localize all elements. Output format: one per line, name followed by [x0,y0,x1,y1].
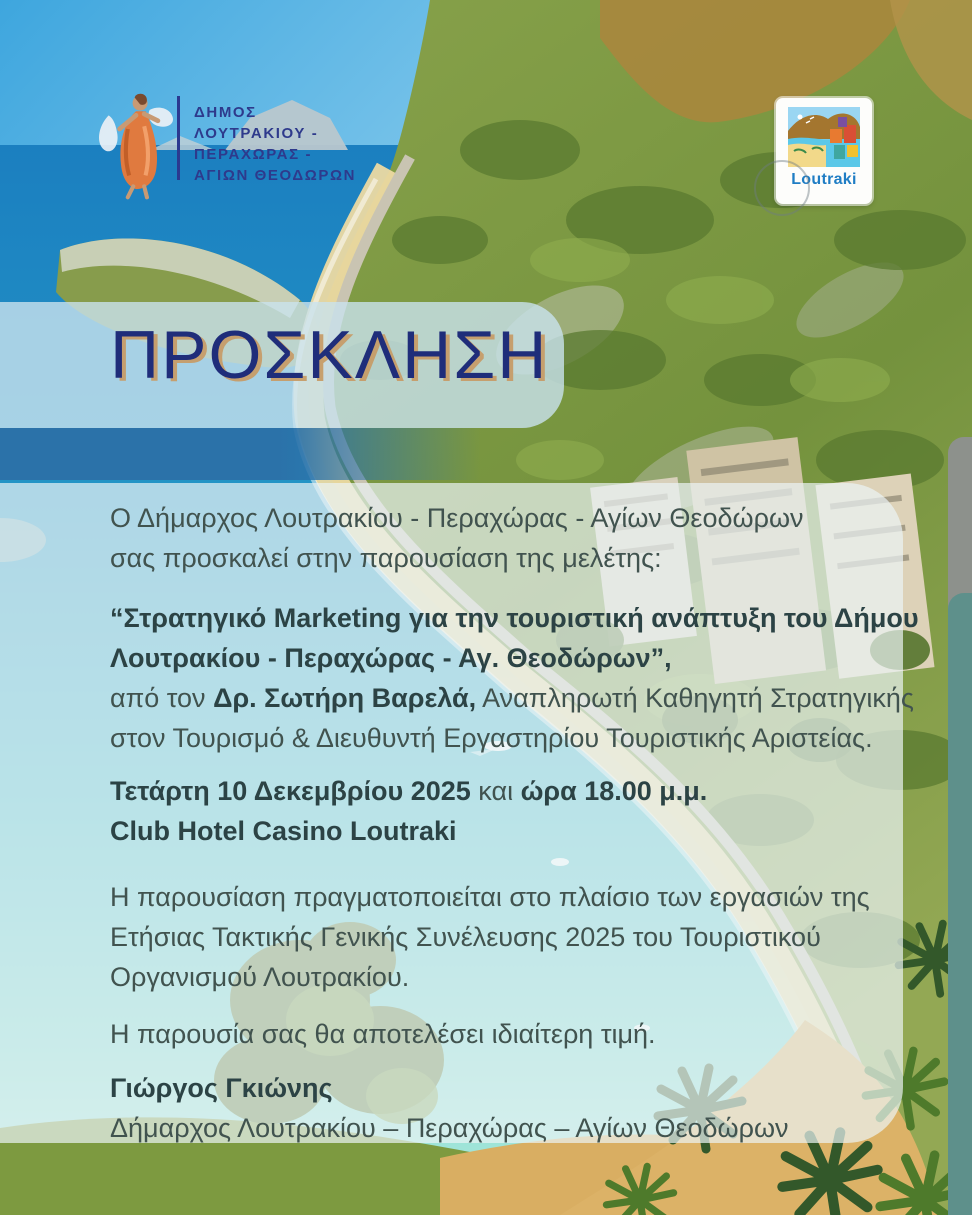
datetime-line [110,771,707,851]
page-title: ΠΡΟΣΚΛΗΣΗ [110,317,549,393]
speaker-title-line-2: στον Τουρισμό & Διευθυντή Εργαστηρίου Τουριστικής Αριστείας. [110,723,873,753]
municipality-logo [95,88,356,200]
speaker-line [110,678,919,718]
logo-line-3: ΠΕΡΑΧΩΡΑΣ - [194,146,313,163]
right-pill-grey [948,437,972,612]
logo-line-1: ΔΗΜΟΣ [194,104,257,121]
loutraki-stamp [776,98,872,204]
study-title-line-2: Λουτρακίου - Περαχώρας - Αγ. Θεοδώρων”, [110,643,672,673]
speaker-title-rest: Αναπληρωτή Καθηγητή Στρατηγικής [476,683,914,713]
signature-title: Δήμαρχος Λουτρακίου – Περαχώρας – Αγίων Θεοδώρων [110,1113,789,1143]
logo-divider [177,96,180,180]
signature-name: Γιώργος Γκιώνης [110,1073,333,1103]
logo-line-4: ΑΓΙΩΝ ΘΕΟΔΩΡΩΝ [194,167,357,184]
closing-line: Η παρουσία σας θα αποτελέσει ιδιαίτερη τιμή. [110,1019,656,1049]
study-title-line-1: “Στρατηγικό Marketing για την τουριστική ανάπτυξη του Δήμου [110,603,919,633]
right-pill-teal [948,593,972,1215]
logo-line-2: ΛΟΥΤΡΑΚΙΟΥ - [194,125,319,142]
time-bold: ώρα 18.00 μ.μ. [520,776,708,806]
context-line-2: Ετήσιας Τακτικής Γενικής Συνέλευσης 2025 του Τουριστικού [110,922,821,952]
venue-line: Club Hotel Casino Loutraki [110,816,457,846]
context-line-3: Οργανισμού Λουτρακίου. [110,962,410,992]
date-bold: Τετάρτη 10 Δεκεμβρίου 2025 [110,776,471,806]
study-title [110,598,919,758]
loutraki-stamp-label: Loutraki [791,171,857,188]
title-banner [0,302,564,428]
signature-block [110,1068,789,1148]
speaker-prefix: από τον [110,683,214,713]
loutraki-stamp-icon [786,105,862,169]
municipality-logo-text [194,102,356,186]
date-time [110,771,707,811]
speaker-name: Δρ. Σωτήρη Βαρελά, [213,683,477,713]
postmark-icon [754,160,810,216]
context-paragraph [110,877,870,997]
intro-line-1: Ο Δήμαρχος Λουτρακίου - Περαχώρας - Αγίων Θεοδώρων [110,503,804,533]
context-line-1: Η παρουσίαση πραγματοποιείται στο πλαίσιο των εργασιών της [110,882,870,912]
date-mid: και [470,776,521,806]
municipality-figure-icon [95,88,177,200]
accent-strip [0,428,480,480]
intro-paragraph [110,498,804,578]
intro-line-2: σας προσκαλεί στην παρουσίαση της μελέτης: [110,543,662,573]
